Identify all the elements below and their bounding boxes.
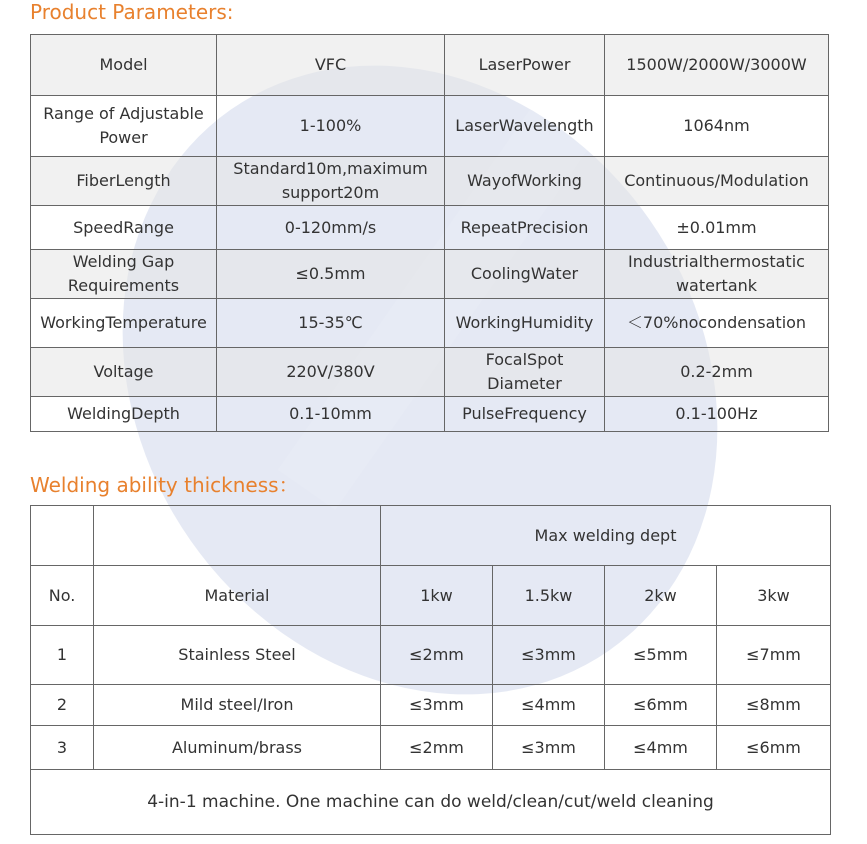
row-number: 1	[31, 626, 94, 685]
material-header: Material	[94, 566, 381, 626]
param-value: 0.1-10mm	[217, 397, 445, 432]
param-name: LaserWavelength	[445, 96, 605, 157]
param-name: WayofWorking	[445, 157, 605, 206]
power-header: 1kw	[381, 566, 493, 626]
power-header: 3kw	[717, 566, 831, 626]
param-value: 15-35℃	[217, 299, 445, 348]
depth-value: ≤3mm	[493, 626, 605, 685]
welding-ability-title: Welding ability thickness：	[30, 473, 299, 497]
param-value: 0-120mm/s	[217, 206, 445, 250]
param-row	[31, 348, 829, 397]
param-value: ＜70%nocondensation	[605, 299, 829, 348]
param-value: Industrialthermostatic watertank	[605, 250, 829, 299]
depth-value: ≤4mm	[493, 685, 605, 726]
param-name: WorkingHumidity	[445, 299, 605, 348]
param-name: WeldingDepth	[31, 397, 217, 432]
power-header: 1.5kw	[493, 566, 605, 626]
material-name: Stainless Steel	[94, 626, 381, 685]
row-number: 2	[31, 685, 94, 726]
param-value: VFC	[217, 35, 445, 96]
param-value: 0.1-100Hz	[605, 397, 829, 432]
param-row	[31, 157, 829, 206]
param-value: Standard10m,maximum support20m	[217, 157, 445, 206]
table-row	[31, 685, 831, 726]
param-name: SpeedRange	[31, 206, 217, 250]
empty-header-cell	[31, 506, 94, 566]
param-value: 1-100%	[217, 96, 445, 157]
param-value: 220V/380V	[217, 348, 445, 397]
no-header: No.	[31, 566, 94, 626]
param-name: LaserPower	[445, 35, 605, 96]
param-value: ≤0.5mm	[217, 250, 445, 299]
param-name: WorkingTemperature	[31, 299, 217, 348]
power-header: 2kw	[605, 566, 717, 626]
param-value: 0.2-2mm	[605, 348, 829, 397]
depth-value: ≤5mm	[605, 626, 717, 685]
depth-value: ≤6mm	[605, 685, 717, 726]
header-row	[31, 506, 831, 566]
depth-value: ≤2mm	[381, 626, 493, 685]
param-value: 1064nm	[605, 96, 829, 157]
product-parameters-title: Product Parameters:	[30, 0, 234, 24]
welding-ability-table	[30, 505, 831, 835]
depth-value: ≤4mm	[605, 726, 717, 770]
param-row	[31, 250, 829, 299]
param-name: Voltage	[31, 348, 217, 397]
param-name: RepeatPrecision	[445, 206, 605, 250]
depth-value: ≤2mm	[381, 726, 493, 770]
param-row	[31, 397, 829, 432]
depth-value: ≤3mm	[493, 726, 605, 770]
param-row	[31, 206, 829, 250]
param-name: PulseFrequency	[445, 397, 605, 432]
material-name: Aluminum/brass	[94, 726, 381, 770]
empty-header-cell	[94, 506, 381, 566]
depth-value: ≤3mm	[381, 685, 493, 726]
param-name: FocalSpot Diameter	[445, 348, 605, 397]
param-value: ±0.01mm	[605, 206, 829, 250]
product-parameters-table	[30, 34, 829, 432]
param-name: FiberLength	[31, 157, 217, 206]
row-number: 3	[31, 726, 94, 770]
param-name: Welding Gap Requirements	[31, 250, 217, 299]
param-name: Model	[31, 35, 217, 96]
depth-value: ≤6mm	[717, 726, 831, 770]
param-value: Continuous/Modulation	[605, 157, 829, 206]
param-row	[31, 299, 829, 348]
depth-value: ≤8mm	[717, 685, 831, 726]
footer-note: 4-in-1 machine. One machine can do weld/clean/cut/weld cleaning	[31, 770, 831, 835]
param-row	[31, 96, 829, 157]
param-value: 1500W/2000W/3000W	[605, 35, 829, 96]
footer-row	[31, 770, 831, 835]
depth-value: ≤7mm	[717, 626, 831, 685]
material-name: Mild steel/Iron	[94, 685, 381, 726]
max-welding-depth-header: Max welding dept	[381, 506, 831, 566]
param-name: Range of Adjustable Power	[31, 96, 217, 157]
param-row	[31, 35, 829, 96]
table-row	[31, 726, 831, 770]
param-name: CoolingWater	[445, 250, 605, 299]
header-row	[31, 566, 831, 626]
table-row	[31, 626, 831, 685]
